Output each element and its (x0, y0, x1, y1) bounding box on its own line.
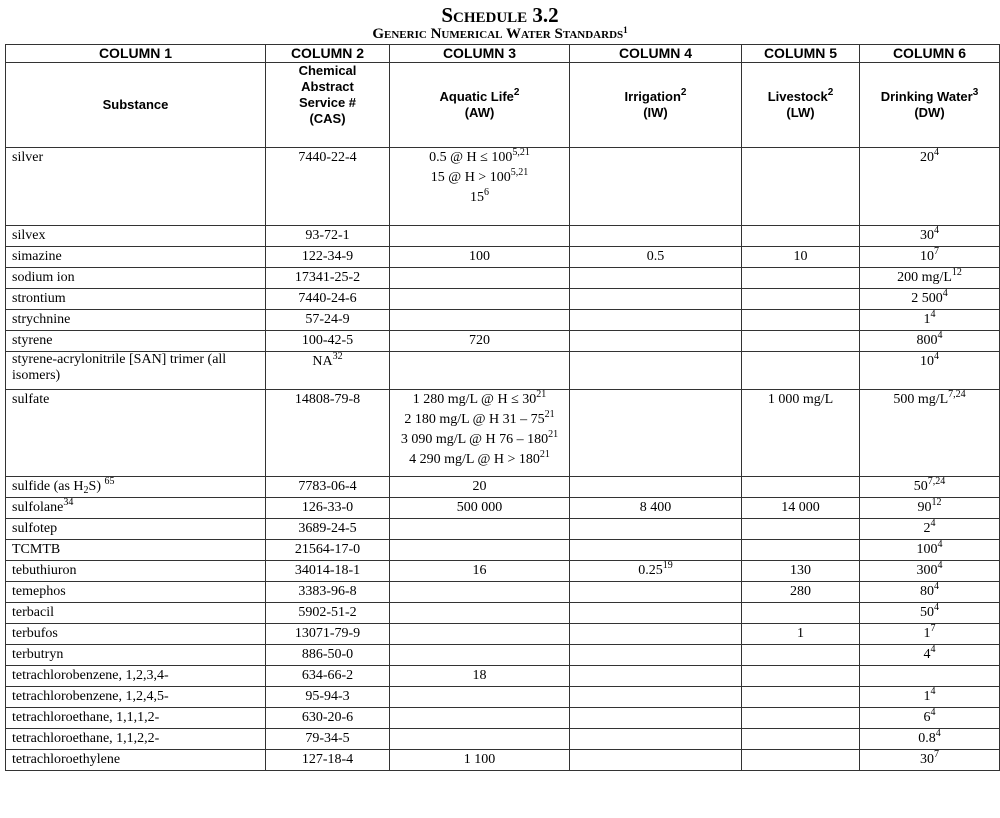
lw-cell (742, 289, 860, 310)
table-row (6, 352, 1000, 390)
column-1-header: COLUMN 1 (6, 45, 266, 63)
substance-cell: terbufos (6, 624, 266, 645)
lw-abbr: (LW) (786, 105, 815, 120)
substance-cell: temephos (6, 582, 266, 603)
aw-cell (390, 708, 570, 729)
substance-cell: sulfolane$^{34}$ (6, 498, 266, 519)
column-3-header: COLUMN 3 (390, 45, 570, 63)
substance-cell: sulfotep (6, 519, 266, 540)
substance-cell: strontium (6, 289, 266, 310)
dw-note: 3 (972, 87, 979, 98)
table-row (6, 310, 1000, 331)
cas-cell: 127-18-4 (266, 750, 390, 771)
lw-cell: 280 (742, 582, 860, 603)
dw-cell: 2 $500^4$ (860, 289, 1000, 310)
dw-cell: 50$^{7,24}$ (860, 477, 1000, 498)
aquatic-life-header (390, 63, 570, 148)
iw-cell (570, 148, 742, 226)
dw-cell: $1^4$ (860, 687, 1000, 708)
cas-cell: 100-42-5 (266, 331, 390, 352)
column-5-header: COLUMN 5 (742, 45, 860, 63)
cas-cell: NA$^{32}$ (266, 352, 390, 390)
iw-cell (570, 268, 742, 289)
aw-cell: 18 (390, 666, 570, 687)
substance-cell: styrene (6, 331, 266, 352)
aw-cell (390, 645, 570, 666)
table-row (6, 540, 1000, 561)
cas-cell: 5902-51-2 (266, 603, 390, 624)
iw-cell: 0.25$^{19}$ (570, 561, 742, 582)
substance-cell: tetrachlorobenzene, 1,2,4,5- (6, 687, 266, 708)
table-row (6, 148, 1000, 226)
lw-cell: 130 (742, 561, 860, 582)
dw-cell (860, 666, 1000, 687)
lw-cell: 14 000 (742, 498, 860, 519)
drinking-water-header (860, 63, 1000, 148)
substance-cell: sulfide (as $H_2S$) $^{65}$ (6, 477, 266, 498)
aw-cell (390, 540, 570, 561)
table-row (6, 289, 1000, 310)
iw-cell (570, 729, 742, 750)
aw-line: 3 090 mg/L @ H $76 - 180^{21}$ (400, 429, 559, 447)
cas-cell: 17341-25-2 (266, 268, 390, 289)
dw-cell: $30^4$ (860, 226, 1000, 247)
cas-cell: 3689-24-5 (266, 519, 390, 540)
cas-header (266, 63, 390, 148)
iw-cell (570, 582, 742, 603)
dw-cell: $0.8^4$ (860, 729, 1000, 750)
iw-cell (570, 390, 742, 477)
cas-cell: 93-72-1 (266, 226, 390, 247)
cas-cell: 79-34-5 (266, 729, 390, 750)
aw-cell (390, 603, 570, 624)
lw-cell (742, 331, 860, 352)
iw-label: Irrigation (624, 89, 681, 104)
table-row (6, 666, 1000, 687)
table-row (6, 708, 1000, 729)
subtitle-footnote: 1 (623, 25, 628, 35)
cas-cell: 634-66-2 (266, 666, 390, 687)
table-row (6, 519, 1000, 540)
column-2-header: COLUMN 2 (266, 45, 390, 63)
aw-line: 0.5 @ $H \le 100^{5,21}$ (429, 147, 530, 165)
table-row (6, 624, 1000, 645)
cas-cell: 34014-18-1 (266, 561, 390, 582)
lw-cell (742, 645, 860, 666)
aw-cell (390, 226, 570, 247)
cas-header-line2: Abstract (301, 79, 354, 94)
substance-cell: tetrachloroethane, 1,1,1,2- (6, 708, 266, 729)
table-row (6, 729, 1000, 750)
dw-cell: $50^4$ (860, 603, 1000, 624)
table-row (6, 687, 1000, 708)
lw-cell (742, 226, 860, 247)
dw-cell: $100^4$ (860, 540, 1000, 561)
substance-header: Substance (6, 63, 266, 148)
aw-line: 2 180 mg/L @ H $31 - 75^{21}$ (404, 409, 555, 427)
aw-cell (390, 729, 570, 750)
aw-note: 2 (513, 87, 520, 98)
table-row (6, 268, 1000, 289)
cas-cell: 95-94-3 (266, 687, 390, 708)
lw-cell (742, 729, 860, 750)
subheader-row (6, 63, 1000, 148)
lw-note: 2 (827, 87, 834, 98)
iw-cell (570, 603, 742, 624)
water-standards-table (5, 44, 1000, 771)
aw-cell: 16 (390, 561, 570, 582)
cas-cell: 13071-79-9 (266, 624, 390, 645)
iw-cell (570, 331, 742, 352)
lw-cell (742, 687, 860, 708)
lw-cell (742, 352, 860, 390)
aw-line: 15 @ $H > 100^{5,21}$ (430, 167, 529, 185)
aw-cell (390, 148, 570, 226)
dw-cell: $30^7$ (860, 750, 1000, 771)
lw-cell (742, 666, 860, 687)
iw-cell (570, 289, 742, 310)
table-row (6, 498, 1000, 519)
aw-cell (390, 390, 570, 477)
substance-cell: silvex (6, 226, 266, 247)
aw-cell (390, 352, 570, 390)
dw-cell: $20^4$ (860, 148, 1000, 226)
cas-cell: 126-33-0 (266, 498, 390, 519)
substance-cell: sodium ion (6, 268, 266, 289)
iw-cell (570, 624, 742, 645)
cas-cell: 3383-96-8 (266, 582, 390, 603)
lw-cell: 1 000 mg/L (742, 390, 860, 477)
lw-label: Livestock (767, 89, 828, 104)
lw-cell (742, 310, 860, 331)
aw-label: Aquatic Life (439, 89, 514, 104)
dw-cell: $300^4$ (860, 561, 1000, 582)
column-6-header: COLUMN 6 (860, 45, 1000, 63)
iw-cell (570, 666, 742, 687)
lw-cell (742, 603, 860, 624)
dw-cell: $80^4$ (860, 582, 1000, 603)
aw-cell (390, 582, 570, 603)
cas-cell: 14808-79-8 (266, 390, 390, 477)
iw-cell (570, 645, 742, 666)
dw-abbr: (DW) (914, 105, 945, 120)
cas-cell: 630-20-6 (266, 708, 390, 729)
dw-label: Drinking Water (880, 89, 973, 104)
lw-cell (742, 750, 860, 771)
substance-cell: tetrachloroethylene (6, 750, 266, 771)
substance-cell: terbacil (6, 603, 266, 624)
table-row (6, 390, 1000, 477)
dw-cell: $1^7$ (860, 624, 1000, 645)
aw-cell: 500 000 (390, 498, 570, 519)
iw-abbr: (IW) (643, 105, 668, 120)
substance-cell: styrene-acrylonitrile [SAN] trimer (all isomers) (6, 352, 266, 390)
substance-cell: strychnine (6, 310, 266, 331)
dw-cell: $4^4$ (860, 645, 1000, 666)
irrigation-header (570, 63, 742, 148)
table-row (6, 226, 1000, 247)
aw-line: 4 290 mg/L @ $H > 180^{21}$ (409, 449, 550, 467)
iw-cell (570, 708, 742, 729)
aw-line: $15^6$ (470, 187, 489, 205)
aw-cell (390, 687, 570, 708)
aw-cell: 20 (390, 477, 570, 498)
aw-cell (390, 268, 570, 289)
table-row (6, 331, 1000, 352)
cas-cell: 122-34-9 (266, 247, 390, 268)
cas-cell: 7783-06-4 (266, 477, 390, 498)
substance-cell: sulfate (6, 390, 266, 477)
iw-cell (570, 226, 742, 247)
iw-note: 2 (680, 87, 687, 98)
cas-cell: 886-50-0 (266, 645, 390, 666)
table-row (6, 561, 1000, 582)
dw-cell: 200 $mg/L^{12}$ (860, 268, 1000, 289)
table-row (6, 603, 1000, 624)
lw-cell (742, 268, 860, 289)
lw-cell (742, 148, 860, 226)
cas-cell: 7440-22-4 (266, 148, 390, 226)
cas-cell: 57-24-9 (266, 310, 390, 331)
aw-cell: 1 100 (390, 750, 570, 771)
iw-cell (570, 540, 742, 561)
table-row (6, 582, 1000, 603)
table-row (6, 750, 1000, 771)
aw-line: 1 280 mg/L @ $H \le 30^{21}$ (412, 389, 547, 407)
aw-cell: 720 (390, 331, 570, 352)
cas-header-line3: Service # (298, 95, 357, 110)
lw-cell (742, 477, 860, 498)
table-row (6, 247, 1000, 268)
iw-cell: 0.5 (570, 247, 742, 268)
cas-header-line1: Chemical (298, 63, 357, 78)
iw-cell (570, 750, 742, 771)
dw-cell: $800^4$ (860, 331, 1000, 352)
substance-cell: tetrachloroethane, 1,1,2,2- (6, 729, 266, 750)
lw-cell: 1 (742, 624, 860, 645)
lw-cell (742, 540, 860, 561)
dw-cell: $2^4$ (860, 519, 1000, 540)
aw-cell (390, 310, 570, 331)
substance-cell: tebuthiuron (6, 561, 266, 582)
substance-cell: silver (6, 148, 266, 226)
table-row (6, 477, 1000, 498)
subtitle-text: Generic Numerical Water Standards (372, 26, 624, 42)
substance-cell: tetrachlorobenzene, 1,2,3,4- (6, 666, 266, 687)
cas-cell: 21564-17-0 (266, 540, 390, 561)
substance-cell: terbutryn (6, 645, 266, 666)
iw-cell (570, 310, 742, 331)
dw-cell: $10^4$ (860, 352, 1000, 390)
aw-cell (390, 624, 570, 645)
iw-cell (570, 352, 742, 390)
schedule-subtitle (0, 26, 1000, 42)
aw-cell (390, 289, 570, 310)
aw-cell (390, 519, 570, 540)
lw-cell: 10 (742, 247, 860, 268)
aw-abbr: (AW) (464, 105, 495, 120)
aw-cell: 100 (390, 247, 570, 268)
iw-cell (570, 687, 742, 708)
iw-cell (570, 477, 742, 498)
substance-cell: simazine (6, 247, 266, 268)
schedule-title: Schedule 3.2 (441, 3, 559, 27)
dw-cell: $90^{12}$ (860, 498, 1000, 519)
livestock-header (742, 63, 860, 148)
dw-cell: $6^4$ (860, 708, 1000, 729)
cas-header-line4: (CAS) (309, 111, 346, 126)
table-row (6, 645, 1000, 666)
dw-cell: $1^4$ (860, 310, 1000, 331)
iw-cell: 8 400 (570, 498, 742, 519)
lw-cell (742, 708, 860, 729)
lw-cell (742, 519, 860, 540)
iw-cell (570, 519, 742, 540)
column-4-header: COLUMN 4 (570, 45, 742, 63)
substance-cell: TCMTB (6, 540, 266, 561)
cas-cell: 7440-24-6 (266, 289, 390, 310)
dw-cell: 500 $mg/L^{7,24}$ (860, 390, 1000, 477)
column-header-row (6, 45, 1000, 63)
dw-cell: $10^7$ (860, 247, 1000, 268)
